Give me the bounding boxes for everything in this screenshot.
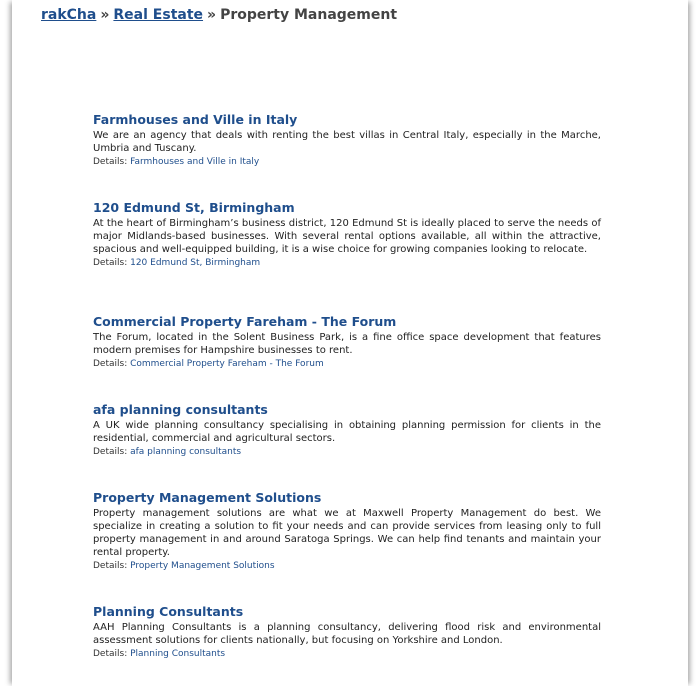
listing-details [93,560,601,573]
listing-item [93,604,601,661]
listing-description: AAH Planning Consultants is a planning consultancy, delivering flood risk and environmental assessment solutions for clients nationally, but focusing on Yorkshire and London. [93,622,601,646]
breadcrumb-link-home[interactable]: rakCha [41,7,97,23]
listing-description: Property management solutions are what we at Maxwell Property Management do best. We specialize in creating a solution to fit your needs and can provide services from leasing only to full property management in and around Saratoga Springs. We can help find tenants and maintain your rental property. [93,508,601,558]
details-link[interactable]: Farmhouses and Ville in Italy [130,157,260,167]
details-label: Details: [93,561,128,571]
details-label: Details: [93,447,128,457]
listing-details [93,648,601,661]
listing-item [93,402,601,459]
listing-description: A UK wide planning consultancy specialising in obtaining planning permission for clients in the residential, commercial and agricultural sectors. [93,420,601,444]
details-label: Details: [93,258,128,268]
details-label: Details: [93,649,128,659]
details-link[interactable]: afa planning consultants [130,447,242,457]
listing-details [93,156,601,169]
listing-item [93,112,601,169]
listing-description: At the heart of Birmingham’s business district, 120 Edmund St is ideally placed to serve the needs of major Midlands-based businesses. With several rental options available, all within the attractive, spacious and well-equipped building, it is a wise choice for growing companies looking to relocate. [93,218,601,255]
breadcrumb [41,7,397,23]
breadcrumb-separator: » [100,7,110,23]
listing-title-link[interactable]: Commercial Property Fareham - The Forum [93,314,397,329]
listing-description: We are an agency that deals with renting the best villas in Central Italy, especially in the Marche, Umbria and Tuscany. [93,130,601,154]
page-container [12,0,688,686]
breadcrumb-separator: » [207,7,217,23]
listing-item [93,200,601,270]
details-link[interactable]: Commercial Property Fareham - The Forum [130,359,324,369]
listing-description: The Forum, located in the Solent Business Park, is a fine office space development that features modern premises for Hampshire businesses to rent. [93,332,601,356]
details-label: Details: [93,359,128,369]
details-link[interactable]: Planning Consultants [130,649,226,659]
listing-details [93,446,601,459]
details-label: Details: [93,157,128,167]
breadcrumb-current: Property Management [220,7,398,23]
listing-title-link[interactable]: afa planning consultants [93,402,268,417]
listing-details [93,358,601,371]
listing-details [93,257,601,270]
details-link[interactable]: 120 Edmund St, Birmingham [130,258,261,268]
listing-title-link[interactable]: Planning Consultants [93,604,244,619]
listing-title-link[interactable]: 120 Edmund St, Birmingham [93,200,295,215]
listing-item [93,314,601,371]
listing-title-link[interactable]: Farmhouses and Ville in Italy [93,112,298,127]
breadcrumb-link-real-estate[interactable]: Real Estate [113,7,204,23]
listing-title-link[interactable]: Property Management Solutions [93,490,322,505]
details-link[interactable]: Property Management Solutions [130,561,275,571]
listing-item [93,490,601,573]
